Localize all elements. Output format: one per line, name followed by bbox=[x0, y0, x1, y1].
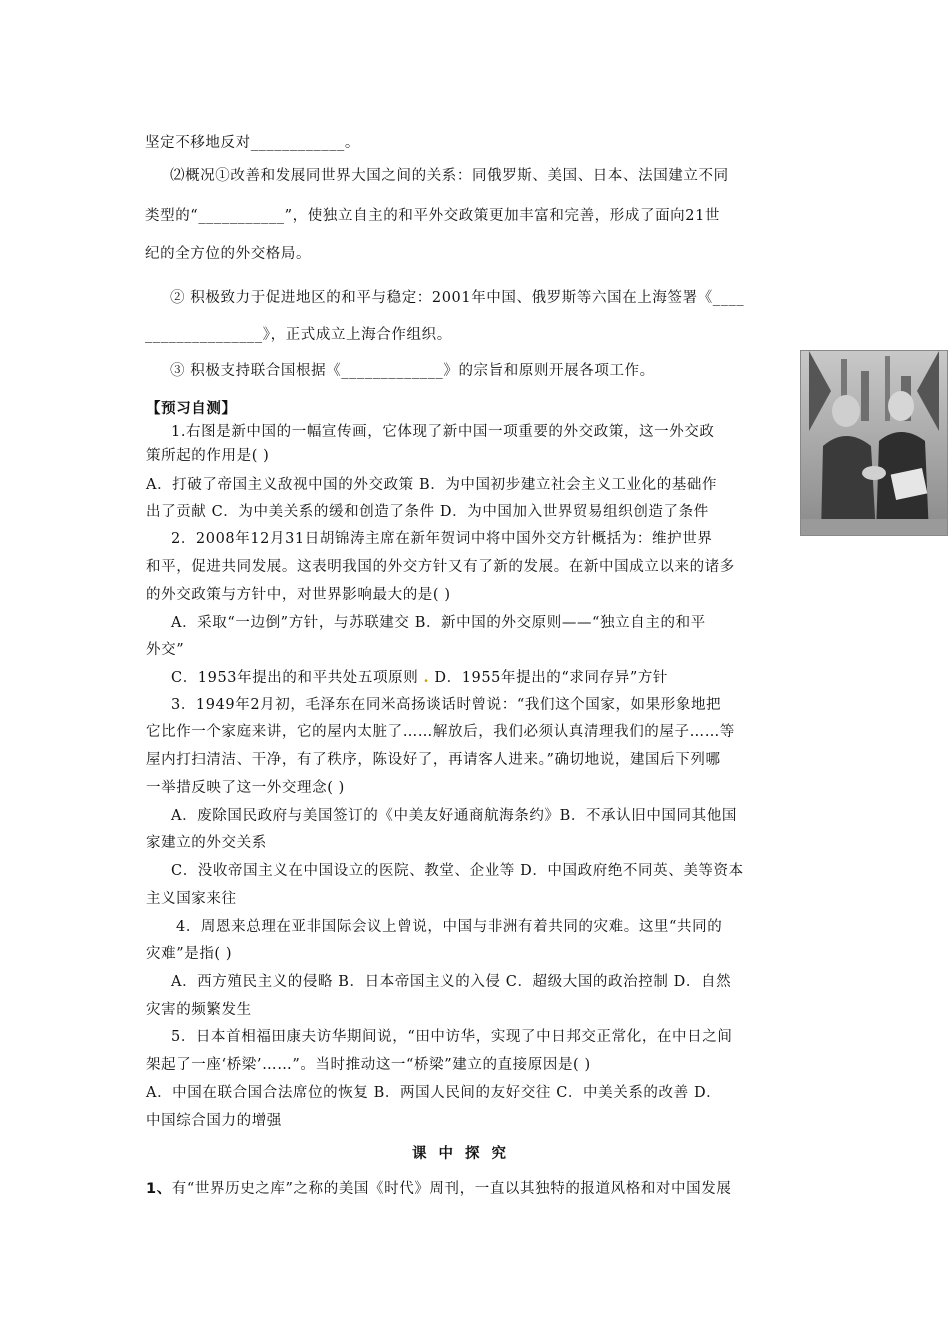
item-text: 有“世界历史之库”之称的美国《时代》周刊，一直以其独特的报道风格和对中国发展 bbox=[171, 1181, 732, 1197]
question-option: A．采取“一边倒”方针，与苏联建交 B．新中国的外交原则——“独立自主的和平 bbox=[171, 615, 706, 631]
question-text: 策所起的作用是( ) bbox=[146, 448, 270, 464]
question-option: A．废除国民政府与美国签订的《中美友好通商航海条约》B．不承认旧中国同其他国 bbox=[171, 808, 737, 824]
text-line: 坚定不移地反对____________。 bbox=[145, 135, 360, 151]
question-option: 外交” bbox=[146, 642, 185, 658]
question-option: A．西方殖民主义的侵略 B．日本帝国主义的入侵 C．超级大国的政治控制 D．自然 bbox=[171, 974, 732, 990]
option-text: D．1955年提出的“求同存异”方针 bbox=[429, 670, 669, 686]
propaganda-poster-image bbox=[800, 350, 948, 536]
question-option: 中国综合国力的增强 bbox=[146, 1113, 282, 1129]
marker-dot: . bbox=[423, 669, 430, 686]
question-text: 2．2008年12月31日胡锦涛主席在新年贺词中将中国外交方针概括为：维护世界 bbox=[171, 531, 713, 547]
text-line: 类型的“___________”，使独立自主的和平外交政策更加丰富和完善，形成了面向21世 bbox=[145, 208, 721, 224]
question-option: A．中国在联合国合法席位的恢复 B．两国人民间的友好交往 C．中美关系的改善 D． bbox=[146, 1085, 722, 1101]
question-option: C．没收帝国主义在中国设立的医院、教堂、企业等 D．中国政府绝不同英、美等资本 bbox=[171, 863, 744, 879]
option-text: C．1953年提出的和平共处五项原则 bbox=[171, 670, 424, 686]
text-line: _______________》，正式成立上海合作组织。 bbox=[145, 327, 452, 343]
question-option bbox=[171, 666, 668, 687]
question-text: 屋内打扫清洁、干净，有了秩序，陈设好了，再请客人进来。”确切地说，建国后下列哪 bbox=[146, 752, 721, 768]
text-line: 纪的全方位的外交格局。 bbox=[145, 246, 312, 262]
question-text: 1.右图是新中国的一幅宣传画，它体现了新中国一项重要的外交政策，这一外交政 bbox=[171, 424, 715, 440]
question-text: 和平，促进共同发展。这表明我国的外交方针又有了新的发展。在新中国成立以来的诸多 bbox=[146, 559, 735, 575]
question-option: 出了贡献 C．为中美关系的缓和创造了条件 D．为中国加入世界贸易组织创造了条件 bbox=[146, 504, 709, 520]
text-line: ② 积极致力于促进地区的和平与稳定：2001年中国、俄罗斯等六国在上海签署《____ bbox=[170, 290, 745, 306]
question-text: 灾难”是指( ) bbox=[146, 946, 233, 962]
section-heading: 【预习自测】 bbox=[146, 401, 237, 417]
text-line: ③ 积极支持联合国根据《_____________》的宗旨和原则开展各项工作。 bbox=[170, 363, 655, 379]
question-text: 架起了一座‘桥梁’……”。当时推动这一“桥梁”建立的直接原因是( ) bbox=[146, 1057, 591, 1073]
question-text: 它比作一个家庭来讲，它的屋内太脏了……解放后，我们必须认真清理我们的屋子……等 bbox=[146, 724, 735, 740]
question-text: 4．周恩来总理在亚非国际会议上曾说，中国与非洲有着共同的灾难。这里“共同的 bbox=[176, 919, 723, 935]
question-option: 灾害的频繁发生 bbox=[146, 1002, 252, 1018]
question-option: A．打破了帝国主义敌视中国的外交政策 B．为中国初步建立社会主义工业化的基础作 bbox=[146, 477, 718, 493]
question-option: 家建立的外交关系 bbox=[146, 835, 267, 851]
section-heading: 课中探究 bbox=[412, 1145, 518, 1162]
question-text: 一举措反映了这一外交理念( ) bbox=[146, 780, 345, 796]
question-option: 主义国家来往 bbox=[146, 891, 237, 907]
text-line bbox=[146, 1177, 731, 1198]
question-text: 3．1949年2月初，毛泽东在同米高扬谈话时曾说：“我们这个国家，如果形象地把 bbox=[171, 697, 722, 713]
item-number: 1、 bbox=[146, 1181, 172, 1197]
question-text: 的外交政策与方针中，对世界影响最大的是( ) bbox=[146, 587, 451, 603]
text-line: ⑵概况①改善和发展同世界大国之间的关系：同俄罗斯、美国、日本、法国建立不同 bbox=[170, 168, 729, 184]
question-text: 5．日本首相福田康夫访华期间说，“田中访华，实现了中日邦交正常化，在中日之间 bbox=[171, 1029, 733, 1045]
